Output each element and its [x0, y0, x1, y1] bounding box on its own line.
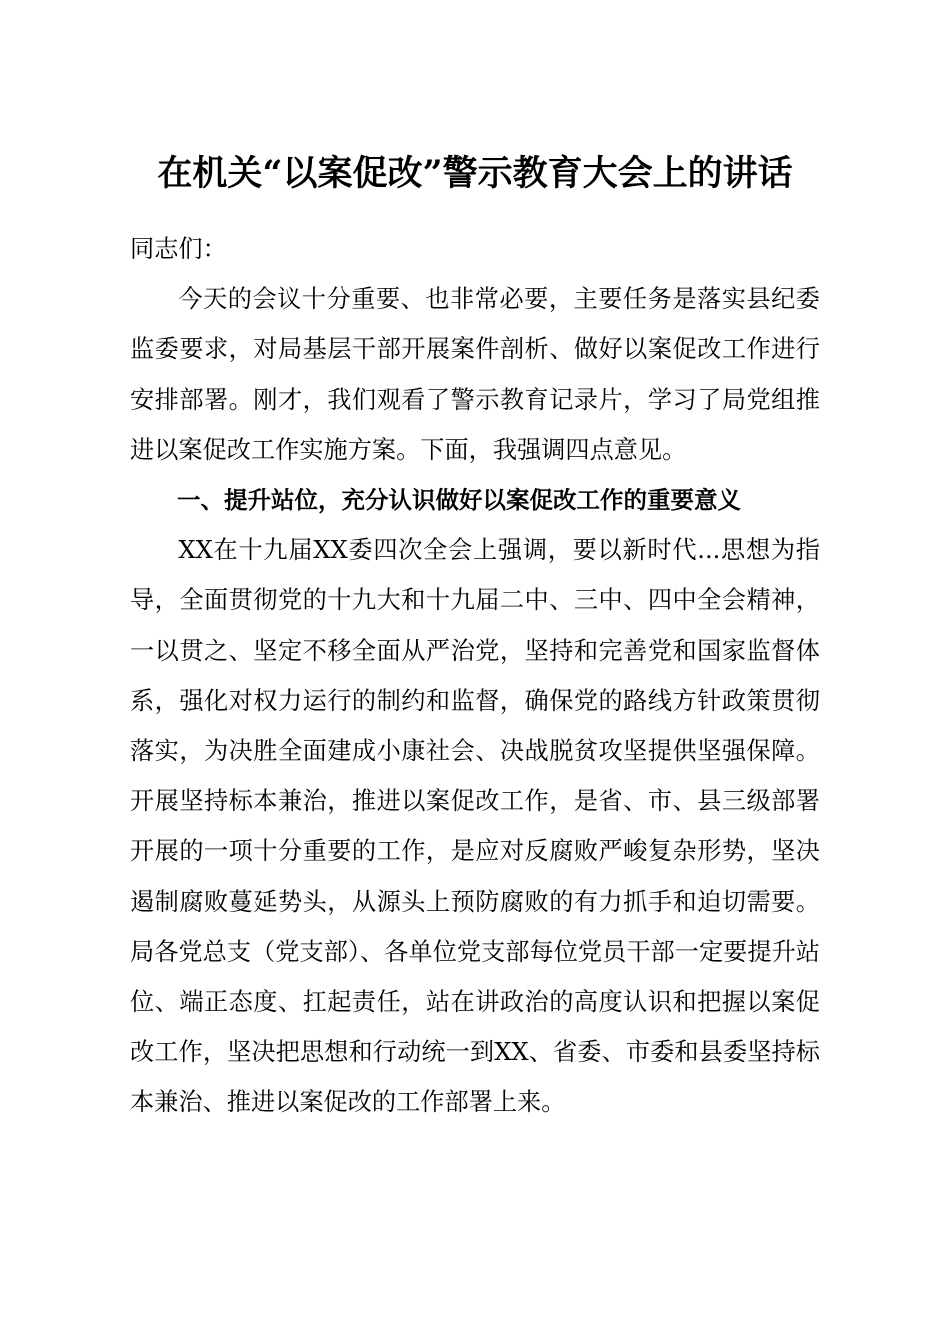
document-body: [130, 224, 820, 1128]
section-1-paragraph: XX在十九届XX委四次全会上强调，要以新时代...思想为指导，全面贯彻党的十九大和十九届二中、三中、四中全会精神，一以贯之、坚定不移全面从严治党，坚持和完善党和国家监督体系，强化对权力运行的制约和监督，确保党的路线方针政策贯彻落实，为决胜全面建成小康社会、决战脱贫攻坚提供坚强保障。开展坚持标本兼治，推进以案促改工作，是省、市、县三级部署开展的一项十分重要的工作，是应对反腐败严峻复杂形势，坚决遏制腐败蔓延势头，从源头上预防腐败的有力抓手和迫切需要。局各党总支（党支部）、各单位党支部每位党员干部一定要提升站位、端正态度、扛起责任，站在讲政治的高度认识和把握以案促改工作，坚决把思想和行动统一到XX、省委、市委和县委坚持标本兼治、推进以案促改的工作部署上来。: [130, 536, 820, 1117]
intro-paragraph: 今天的会议十分重要、也非常必要，主要任务是落实县纪委监委要求，对局基层干部开展案件剖析、做好以案促改工作进行安排部署。刚才，我们观看了警示教育记录片，学习了局党组推进以案促改工作实施方案。下面，我强调四点意见。: [130, 285, 820, 464]
salutation: 同志们：: [130, 235, 227, 263]
section-heading-1: 一、提升站位，充分认识做好以案促改工作的重要意义: [177, 486, 741, 515]
document-title: 在机关“以案促改”警示教育大会上的讲话: [157, 153, 793, 194]
